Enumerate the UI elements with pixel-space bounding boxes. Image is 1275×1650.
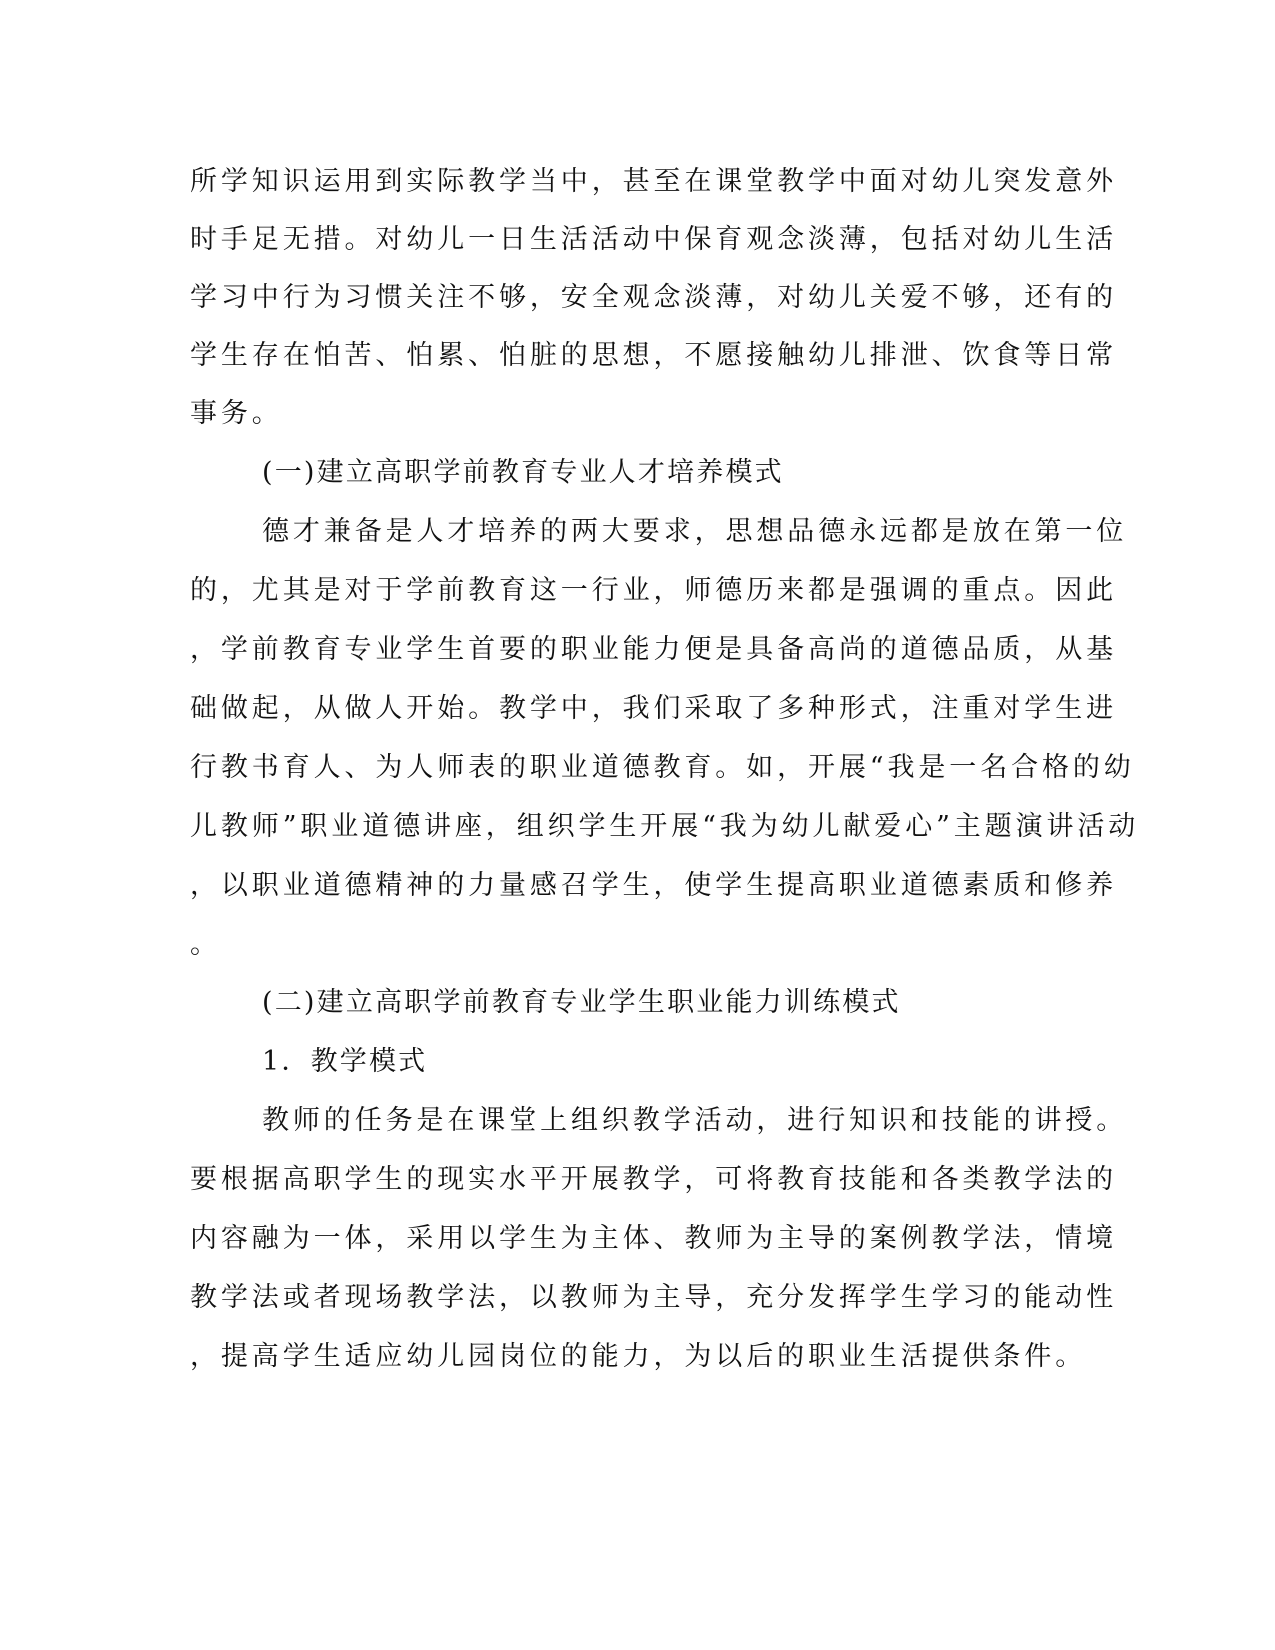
section-heading: (一)建立高职学前教育专业人才培养模式 — [262, 457, 784, 488]
body-text-line: ，提高学生适应幼儿园岗位的能力，为以后的职业生活提供条件。 — [190, 1341, 1087, 1372]
body-text-line: 教学法或者现场教学法，以教师为主导，充分发挥学生学习的能动性 — [190, 1282, 1117, 1313]
body-text-line: 德才兼备是人才培养的两大要求，思想品德永远都是放在第一位 — [262, 516, 1128, 547]
body-text-line: 事务。 — [190, 398, 283, 429]
body-text-line: 础做起，从做人开始。教学中，我们采取了多种形式，注重对学生进 — [190, 693, 1117, 724]
body-text-line: 学生存在怕苦、怕累、怕脏的思想，不愿接触幼儿排泄、饮食等日常 — [190, 340, 1117, 371]
body-text-line: 学习中行为习惯关注不够，安全观念淡薄，对幼儿关爱不够，还有的 — [190, 282, 1117, 313]
body-text-line: 教师的任务是在课堂上组织教学活动，进行知识和技能的讲授。 — [262, 1105, 1128, 1136]
body-text-line: 内容融为一体，采用以学生为主体、教师为主导的案例教学法，情境 — [190, 1223, 1117, 1254]
body-text-line: ，以职业道德精神的力量感召学生，使学生提高职业道德素质和修养 — [190, 870, 1117, 901]
body-text-line: 要根据高职学生的现实水平开展教学，可将教育技能和各类教学法的 — [190, 1164, 1117, 1195]
body-text-line: 儿教师”职业道德讲座，组织学生开展“我为幼儿献爱心”主题演讲活动 — [190, 811, 1140, 842]
body-text-line: ，学前教育专业学生首要的职业能力便是具备高尚的道德品质，从基 — [190, 634, 1117, 665]
body-text-line: 时手足无措。对幼儿一日生活活动中保育观念淡薄，包括对幼儿生活 — [190, 224, 1117, 255]
body-text-line: 行教书育人、为人师表的职业道德教育。如，开展“我是一名合格的幼 — [190, 752, 1135, 783]
body-text-line: 的，尤其是对于学前教育这一行业，师德历来都是强调的重点。因此 — [190, 575, 1117, 606]
body-text-line: 所学知识运用到实际教学当中，甚至在课堂教学中面对幼儿突发意外 — [190, 166, 1117, 197]
section-heading: (二)建立高职学前教育专业学生职业能力训练模式 — [262, 987, 901, 1018]
subsection-heading: 1．教学模式 — [262, 1046, 428, 1077]
body-text-line: 。 — [190, 929, 221, 960]
